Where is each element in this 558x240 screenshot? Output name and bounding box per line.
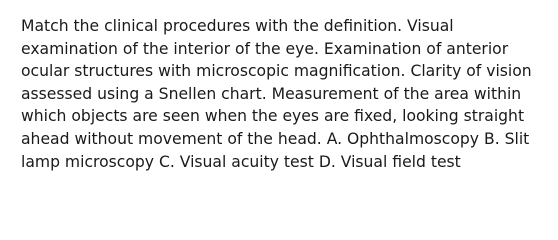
question-text: Match the clinical procedures with the definition. Visual examination of the interior of the eye. Examination of anterior ocular structures with microscopic magnification. Clarity of vision assessed using a Snellen chart. Measurement of the area within which objects are seen when the eyes are fixed, looking straight ahead without movement of the head. A. Ophthalmoscopy B. Slit lamp microscopy C. Visual acuity test D. Visual field test [21, 17, 532, 171]
